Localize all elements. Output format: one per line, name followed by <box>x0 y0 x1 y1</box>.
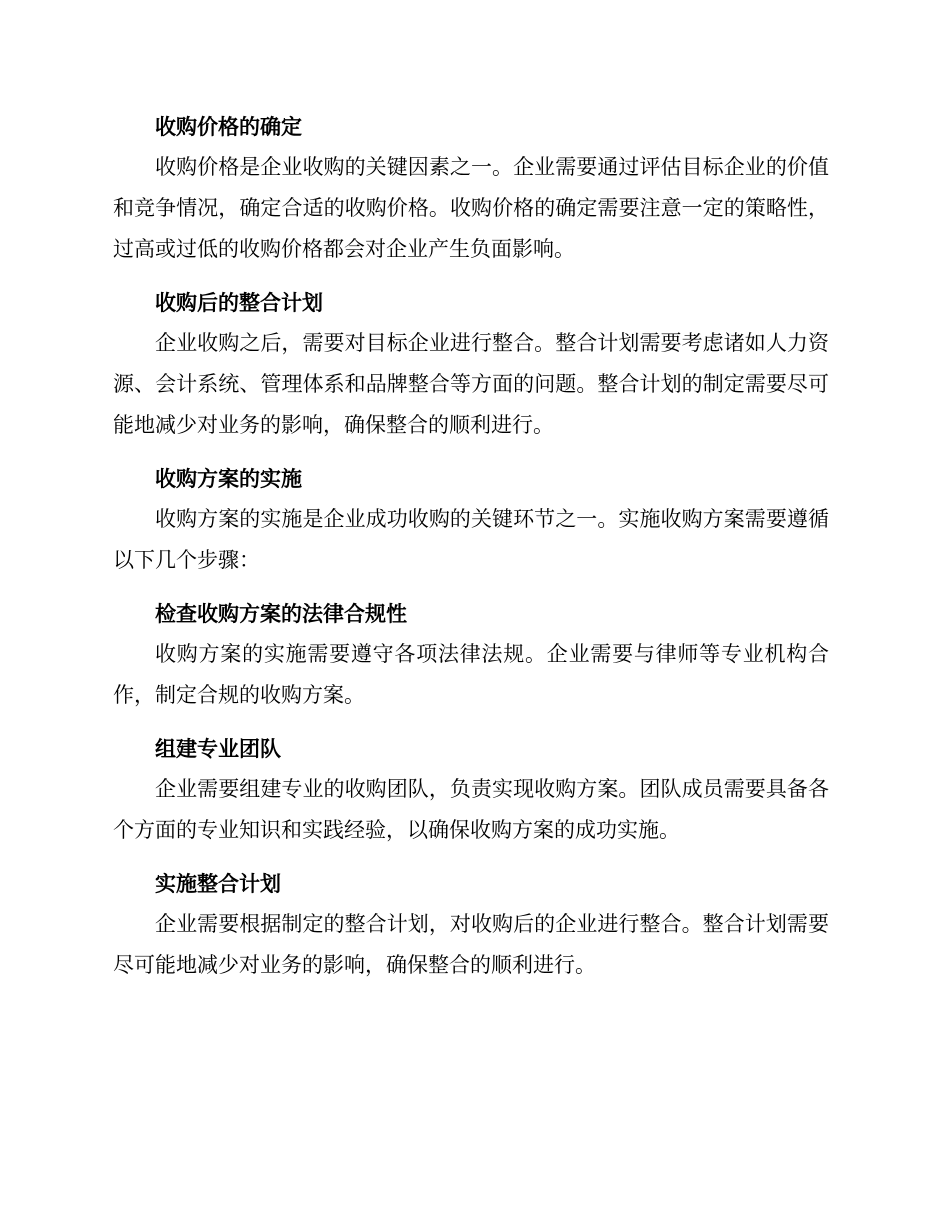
section-heading: 收购价格的确定 <box>155 115 302 139</box>
section-paragraph: 企业收购之后，需要对目标企业进行整合。整合计划需要考虑诸如人力资源、会计系统、管理体系和品牌整合等方面的问题。整合计划的制定需要尽可能地减少对业务的影响，确保整合的顺利进行。 <box>113 331 829 437</box>
section-heading: 收购方案的实施 <box>155 467 302 491</box>
section-paragraph: 企业需要组建专业的收购团队，负责实现收购方案。团队成员需要具备各个方面的专业知识和实践经验，以确保收购方案的成功实施。 <box>113 777 829 842</box>
document-content <box>113 107 829 999</box>
section-paragraph: 收购方案的实施需要遵守各项法律法规。企业需要与律师等专业机构合作，制定合规的收购方案。 <box>113 642 829 707</box>
section-heading: 组建专业团队 <box>155 737 281 761</box>
section-paragraph: 企业需要根据制定的整合计划，对收购后的企业进行整合。整合计划需要尽可能地减少对业务的影响，确保整合的顺利进行。 <box>113 912 829 977</box>
section-heading: 实施整合计划 <box>155 872 281 896</box>
section-paragraph: 收购价格是企业收购的关键因素之一。企业需要通过评估目标企业的价值和竞争情况，确定合适的收购价格。收购价格的确定需要注意一定的策略性，过高或过低的收购价格都会对企业产生负面影响。 <box>113 155 829 261</box>
section-heading: 收购后的整合计划 <box>155 291 323 315</box>
section-paragraph: 收购方案的实施是企业成功收购的关键环节之一。实施收购方案需要遵循以下几个步骤： <box>113 507 829 572</box>
section-heading: 检查收购方案的法律合规性 <box>155 602 407 626</box>
